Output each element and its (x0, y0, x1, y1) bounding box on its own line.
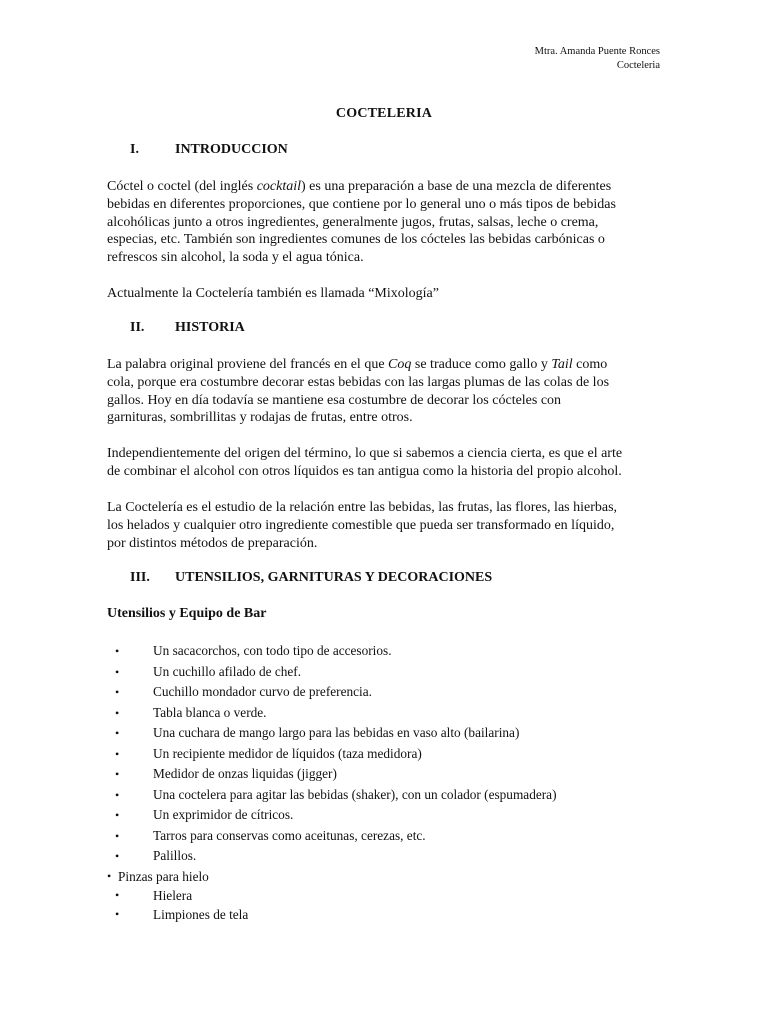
list-item-text: Pinzas para hielo (118, 868, 209, 884)
list-item-text: Limpiones de tela (153, 906, 249, 922)
section-title: INTRODUCCION (175, 142, 288, 157)
list-item-text: Medidor de onzas liquidas (jigger) (153, 766, 337, 781)
paragraph-line: los helados y cualquier otro ingrediente comestible que pueda ser transformado en líquido, (107, 517, 615, 533)
paragraph-line: La palabra original proviene del francés en el que Coq se traduce como gallo y Tail como (107, 357, 608, 372)
paragraph-line: especias, etc. También son ingredientes comunes de los cócteles las bebidas carbónicas o (107, 232, 605, 248)
paragraph-historia-estudio (107, 499, 661, 552)
bullet-icon: • (115, 808, 120, 822)
paragraph-historia-origen (107, 356, 661, 427)
paragraph-line: por distintos métodos de preparación. (107, 535, 318, 551)
subheading-utensilios-equipo: Utensilios y Equipo de Bar (107, 606, 267, 621)
list-item-text: Una coctelera para agitar las bebidas (shaker), con un colador (espumadera) (153, 786, 557, 802)
list-item-text: Hielera (153, 887, 193, 903)
paragraph-line: Actualmente la Coctelería también es llamada “Mixología” (107, 286, 439, 301)
list-item-text: Un sacacorchos, con todo tipo de accesorios. (153, 643, 392, 658)
list-item-text: Una cuchara de mango largo para las bebidas en vaso alto (bailarina) (153, 725, 520, 740)
paragraph-line: gallos. Hoy en día todavía se mantiene esa costumbre de decorar los cócteles con (107, 392, 562, 408)
paragraph-line: alcohólicas junto a otros ingredientes, generalmente jugos, frutas, salsas, leche o crema, (107, 214, 599, 230)
section-title: HISTORIA (175, 320, 245, 335)
bullet-icon: • (115, 787, 120, 802)
list-item-text: Un recipiente medidor de líquidos (taza medidora) (153, 745, 422, 761)
section-number: I. (130, 142, 139, 157)
bullet-icon: • (115, 726, 120, 740)
list-item-text: Cuchillo mondador curvo de preferencia. (153, 684, 372, 699)
section-heading-historia (130, 320, 245, 336)
section-heading-utensilios (130, 570, 492, 586)
document-title: COCTELERIA (335, 106, 433, 121)
paragraph-line: Cóctel o coctel (del inglés cocktail) es una preparación a base de una mezcla de diferentes (107, 179, 612, 194)
section-number: III. (130, 570, 150, 585)
bullet-icon: • (107, 868, 112, 883)
bullet-icon: • (115, 828, 120, 843)
paragraph-mixologia (107, 285, 661, 303)
bullet-icon: • (115, 849, 120, 863)
section-heading-introduccion (130, 142, 288, 158)
paragraph-line: garnituras, sombrillitas y rodajas de frutas, entre otros. (107, 410, 413, 426)
paragraph-line: refrescos sin alcohol, la soda y el agua tónica. (107, 250, 364, 266)
bullet-icon: • (115, 906, 120, 921)
list-item-text: Tarros para conservas como aceitunas, cerezas, etc. (153, 827, 426, 843)
bullet-icon: • (115, 685, 120, 699)
section-title: UTENSILIOS, GARNITURAS Y DECORACIONES (175, 570, 493, 585)
paragraph-historia-termino (107, 445, 661, 481)
paragraph-line: La Coctelería es el estudio de la relación entre las bebidas, las frutas, las flores, las hierbas, (107, 500, 618, 515)
paragraph-line: bebidas en diferentes proporciones, que contiene por lo general uno o más tipos de bebidas (107, 196, 616, 212)
section-number: II. (130, 320, 145, 335)
bullet-icon: • (115, 746, 120, 761)
paragraph-line: de combinar el alcohol con otros líquidos es tan antigua como la historia del propio alcohol. (107, 463, 622, 479)
bullet-icon: • (115, 644, 120, 658)
paragraph-line: Independientemente del origen del término, lo que si sabemos a ciencia cierta, es que el arte (107, 446, 623, 461)
bullet-icon: • (115, 664, 120, 679)
bullet-icon: • (115, 705, 120, 720)
list-item-text: Un exprimidor de cítricos. (153, 807, 294, 822)
paragraph-introduccion (107, 178, 661, 267)
list-item-text: Palillos. (153, 848, 197, 863)
list-item-text: Tabla blanca o verde. (153, 704, 267, 720)
header-author: Mtra. Amanda Puente Ronces (534, 46, 660, 57)
bullet-icon: • (115, 767, 120, 781)
bullet-icon: • (115, 887, 120, 902)
header-subject: Cocteleria (616, 60, 660, 71)
paragraph-line: cola, porque era costumbre decorar estas bebidas con las largas plumas de las colas de los (107, 374, 610, 390)
list-item-text: Un cuchillo afilado de chef. (153, 663, 302, 679)
